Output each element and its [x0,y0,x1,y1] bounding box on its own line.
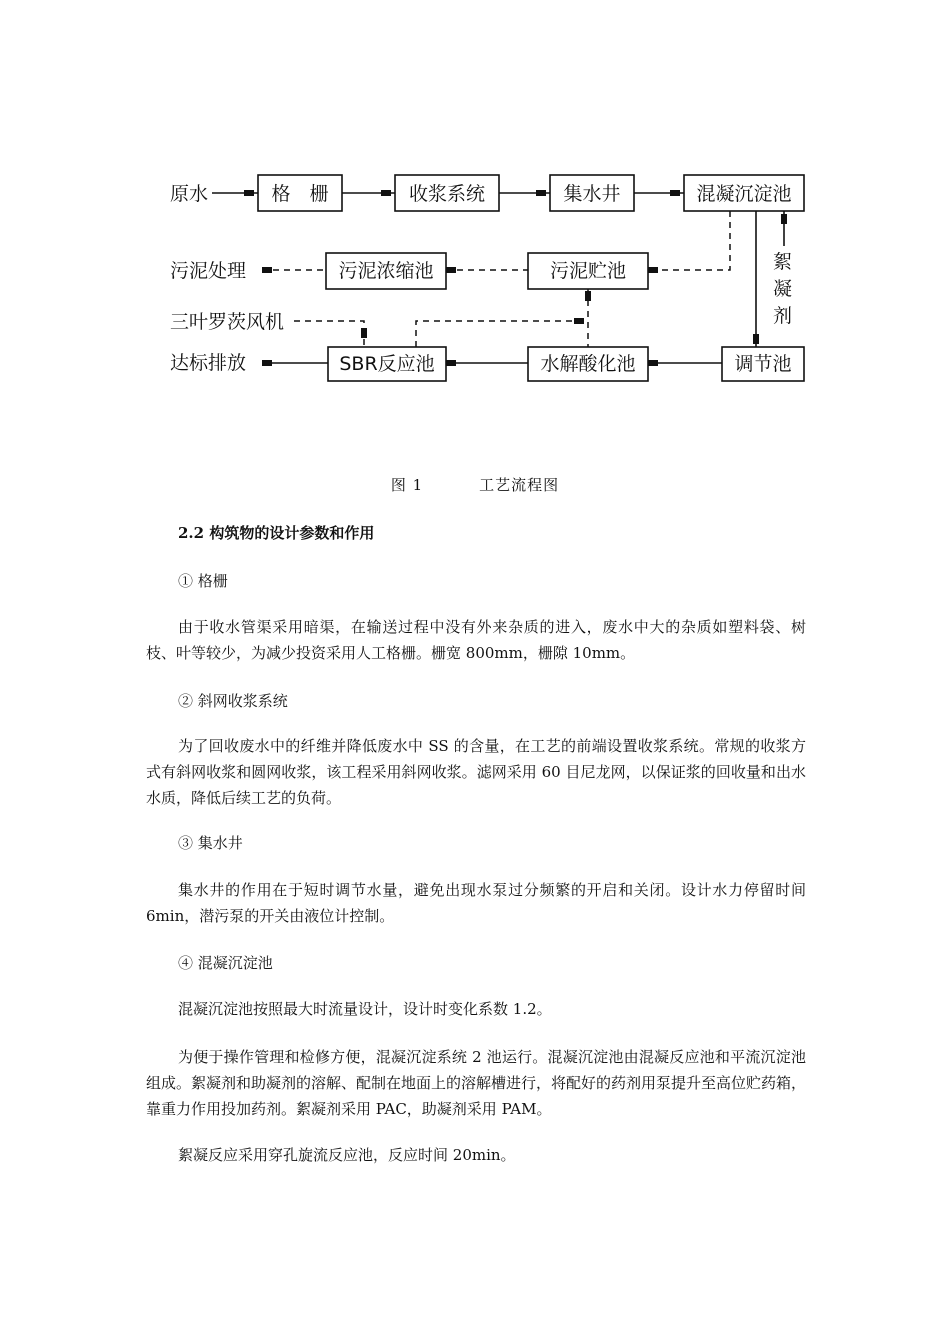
sbr-label: SBR反应池 [339,353,435,375]
raw-water-label: 原水 [170,183,209,205]
item-heading-coag: ④ 混凝沉淀池 [178,954,273,972]
paragraph-text: 为便于操作管理和检修方便，混凝沉淀系统 2 池运行。混凝沉淀池由混凝反应池和平流沉淀池组成。絮凝剂和助凝剂的溶解、配制在地面上的溶解槽进行，将配好的药剂用泵提升至高位贮药箱，靠重力作用投加药剂。絮凝剂采用 PAC，助凝剂采用 PAM。 [146,1048,807,1118]
arrow-head [262,360,272,366]
paragraph-well [146,877,806,929]
figure-caption [0,474,950,495]
flocculant-char: 絮 [773,251,793,273]
hydrolysis-label: 水解酸化池 [540,353,636,375]
arrow-head [753,334,759,344]
air-line [416,321,588,347]
sludge-storage-label: 污泥贮池 [549,260,627,282]
item-heading-pulp: ② 斜网收浆系统 [178,692,288,710]
coag-sediment-label: 混凝沉淀池 [696,183,792,205]
paragraph-text: 混凝沉淀池按照最大时流量设计，设计时变化系数 1.2。 [178,1000,552,1018]
arrow-head [446,360,456,366]
arrow-head [536,190,546,196]
paragraph-text: 集水井的作用在于短时调节水量，避免出现水泵过分频繁的开启和关闭。设计水力停留时间 6min，潜污泵的开关由液位计控制。 [146,881,806,925]
paragraph-text: 由于收水管渠采用暗渠，在输送过程中没有外来杂质的进入，废水中大的杂质如塑料袋、树枝、叶等较少，为减少投资采用人工格栅。栅宽 800mm，栅隙 10mm。 [146,618,806,662]
arrow-head [446,267,456,273]
paragraph-text: 为了回收废水中的纤维并降低废水中 SS 的含量，在工艺的前端设置收浆系统。常规的收浆方式有斜网收浆和圆网收浆，该工程采用斜网收浆。滤网采用 60 目尼龙网，以保证浆的回收量和出水水质，降低后续工艺的负荷。 [146,737,806,807]
arrow-head [381,190,391,196]
blower-label: 三叶罗茨风机 [170,311,285,333]
pulp-system-label: 收浆系统 [408,183,486,205]
arrow-head [244,190,254,196]
sludge-treatment-label: 污泥处理 [170,260,247,282]
collection-well-label: 集水井 [563,183,621,205]
arrow-head [781,214,787,224]
paragraph-pulp [146,733,806,811]
arrow-head [585,291,591,301]
arrow-head [648,267,658,273]
arrow-head [648,360,658,366]
process-flowchart [0,150,950,390]
grille-label: 格 栅 [271,183,329,205]
paragraph-coag-3 [146,1142,806,1168]
figure-number: 图 1 [390,476,424,494]
air-line [294,321,364,347]
arrow-head [670,190,680,196]
arrow-head [574,318,584,324]
adjust-tank-label: 调节池 [734,353,792,375]
item-heading-grille: ① 格栅 [178,572,228,590]
discharge-label: 达标排放 [170,352,247,374]
paragraph-coag-1 [146,996,806,1022]
arrow-head [262,267,272,273]
section-heading: 2.2 构筑物的设计参数和作用 [178,524,375,542]
paragraph-text: 絮凝反应采用穿孔旋流反应池，反应时间 20min。 [178,1146,516,1164]
paragraph-grille [146,614,806,666]
figure-title: 工艺流程图 [479,476,560,494]
sludge-return-line [648,211,730,270]
paragraph-coag-2 [146,1044,806,1122]
flocculant-char: 凝 [773,278,793,300]
arrow-head [361,328,367,338]
sludge-thickener-label: 污泥浓缩池 [338,260,434,282]
item-heading-well: ③ 集水井 [178,834,243,852]
flocculant-char: 剂 [773,305,793,327]
